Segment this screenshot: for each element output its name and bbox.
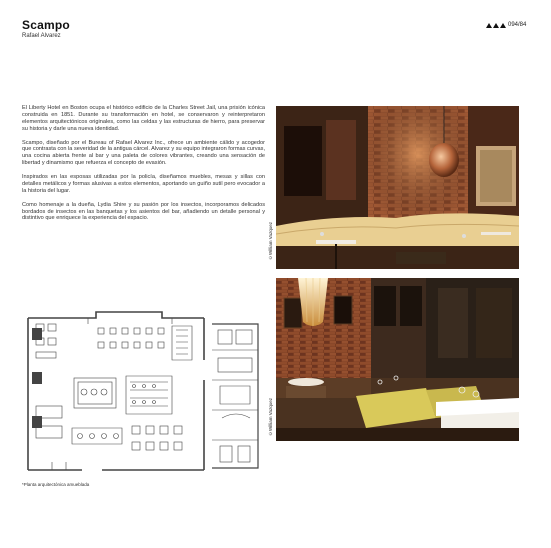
- photo-dining-image: [276, 278, 519, 441]
- paragraph: El Liberty Hotel en Boston ocupa el histórico edificio de la Charles Street Jail, una prisión icónica construida en 1851. Durante su transformación en hotel, se conservaron y reinterpretaron elementos arquitectónicos originales, como las celdas y las estructuras de hierro, para preservar su historia y darle una nueva identidad.: [22, 105, 265, 132]
- page-title: Scampo: [22, 18, 70, 32]
- magazine-header: [486, 22, 526, 28]
- photo-credit-top: ©William Vazquez: [268, 222, 273, 260]
- magazine-logo-icon: [486, 23, 506, 28]
- floor-plan: [22, 310, 264, 473]
- photo-banquette-image: [276, 106, 519, 269]
- photo-credit-bottom: ©William Vazquez: [268, 398, 273, 436]
- author-name: Rafael Alvarez: [22, 33, 61, 39]
- article-body: [22, 105, 265, 229]
- plan-caption: *Planta arquitectónica amueblada: [22, 482, 90, 487]
- paragraph: Scampo, diseñado por el Bureau of Rafael Alvarez Inc., ofrece un ambiente cálido y acogedor que contrasta con la severidad de la antigua cárcel. Alvarez y su equipo integraron formas curvas, una cocina abierta frente al bar y una paleta de colores vibrantes, creando una sensación de libertad y dinamismo que refuerza el concepto de evasión.: [22, 139, 265, 167]
- paragraph: Inspirados en las esposas utilizadas por la policía, diseñamos muebles, mesas y sillas con detalles metálicos y formas alusivas a estos elementos, aportando un guiño sutil pero evocador a la historia del lugar.: [22, 174, 265, 194]
- page-number: 094/84: [508, 22, 527, 28]
- floor-plan-drawing: [22, 310, 264, 473]
- photo-restaurant-banquette: [276, 106, 519, 269]
- paragraph: Como homenaje a la dueña, Lydia Shire y su pasión por los insectos, incorporamos delicados bordados de insectos en las banquetas y los asientos del bar, añadiendo un detalle personal y distintivo que enriquece la experiencia del espacio.: [22, 201, 265, 222]
- photo-restaurant-dining: [276, 278, 519, 441]
